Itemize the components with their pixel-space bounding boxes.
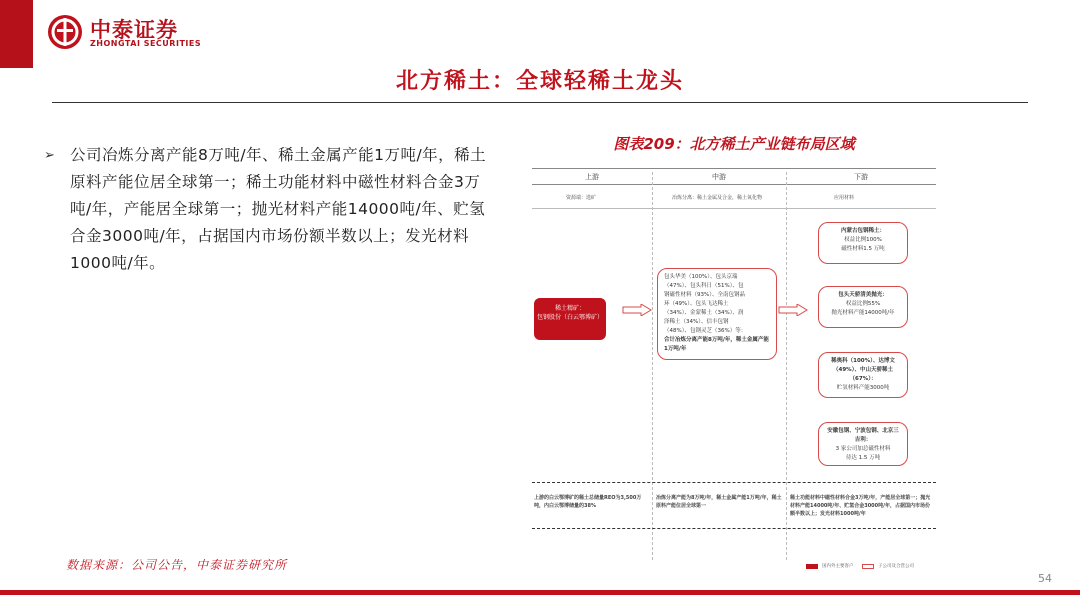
figure-top-rule bbox=[532, 168, 936, 169]
downstream-box-line: 待达 1.5 万吨 bbox=[845, 455, 881, 461]
stage-downstream: 下游 bbox=[854, 173, 868, 181]
figure-head-rule bbox=[532, 184, 936, 185]
column-divider-1 bbox=[652, 172, 654, 560]
upstream-box-line-1: 稀土精矿： bbox=[554, 305, 585, 312]
column-divider-2 bbox=[786, 172, 788, 560]
bullet-arrow-icon: ➢ bbox=[44, 148, 55, 163]
mid-box-line: （34%）、金蒙稀土（34%）、润 bbox=[664, 310, 744, 316]
mid-box-line: 钢磁性材料（93%）、全南包钢晶 bbox=[664, 292, 745, 298]
downstream-box-magnetic bbox=[818, 222, 908, 264]
figure-title: 图表209：北方稀土产业链布局区域 bbox=[613, 135, 855, 153]
summary-top-rule bbox=[532, 482, 936, 483]
upstream-box-line-2: 包钢股份（白云鄂博矿） bbox=[536, 314, 603, 321]
downstream-box-hydrogen bbox=[818, 352, 908, 398]
downstream-box-line: 权益比例100% bbox=[844, 237, 882, 243]
row-label-downstream: 应用材料 bbox=[834, 195, 855, 201]
title-divider bbox=[52, 102, 1028, 103]
logo-text-en: ZHONGTAI SECURITIES bbox=[90, 39, 202, 48]
company-logo-icon bbox=[48, 15, 82, 49]
downstream-box-polishing bbox=[818, 286, 908, 328]
summary-upstream: 上游的白云鄂博矿的稀土总储量REO为3,500万吨，内白云鄂博储量的38% bbox=[534, 495, 642, 509]
midstream-smelting-box bbox=[657, 268, 777, 360]
mid-box-line: （47%）、包头科日（51%）、包 bbox=[664, 283, 744, 289]
arrow-right-icon bbox=[622, 304, 652, 316]
body-paragraph: 公司冶炼分离产能8万吨/年、稀土金属产能1万吨/年，稀土原料产能位居全球第一；稀土功能材料中磁性材料合金3万吨/年，产能居全球第一；抛光材料产能14000吨/年、贮氢合金3000吨/年，占据国内市场份额半数以上；发光材料1000吨/年。 bbox=[70, 146, 487, 272]
row-label-upstream: 资源端：选矿 bbox=[566, 195, 597, 201]
footer-accent-bar bbox=[0, 590, 1080, 595]
mid-box-line: 泽稀土（34%）、信丰包钢 bbox=[664, 319, 729, 325]
mid-box-total: 合计冶炼分离产能8万吨/年，稀土金属产能1万吨/年 bbox=[664, 337, 769, 352]
downstream-box-heading: 安徽包钢、宁波包钢、北京三吉利： bbox=[827, 428, 899, 443]
summary-bottom-rule bbox=[532, 528, 936, 529]
downstream-box-line: 抛光材料产能14000吨/年 bbox=[831, 310, 895, 316]
stage-midstream: 中游 bbox=[712, 173, 726, 181]
downstream-box-heading: 内蒙古包钢稀土： bbox=[840, 228, 885, 234]
mid-box-line: （48%）、包钢灵芝（36%）等： bbox=[664, 328, 747, 334]
arrow-right-icon bbox=[778, 304, 808, 316]
downstream-box-heading: 稀奥科（100%）、达博文（49%）、中山天骄稀土（67%）： bbox=[831, 358, 895, 382]
downstream-box-other bbox=[818, 422, 908, 466]
summary-downstream: 稀土功能材料中磁性材料合金3万吨/年，产能居全球第一；抛光材料产能14000吨/年、贮氢合金3000吨/年，占据国内市场份额半数以上；发光材料1000吨/年 bbox=[790, 495, 931, 517]
downstream-box-line: 贮氢材料产能3000吨 bbox=[836, 385, 890, 391]
header-accent-bar bbox=[0, 0, 33, 68]
mid-box-line: 环（49%）、包头飞达稀土 bbox=[664, 301, 729, 307]
summary-midstream: 冶炼分离产能为8万吨/年，稀土金属产能1万吨/年，稀土原料产能位居全球第一 bbox=[656, 495, 782, 509]
downstream-box-line: 磁性材料1.5 万吨 bbox=[841, 246, 885, 252]
stage-upstream: 上游 bbox=[585, 173, 599, 181]
row-label-midstream: 冶炼分离：稀土金属及合金，稀土氧化物 bbox=[672, 195, 763, 201]
upstream-mine-box bbox=[534, 298, 606, 340]
mid-box-line: 包头华美（100%）、包头京瑞 bbox=[664, 274, 738, 280]
logo-text-cn: 中泰证券 bbox=[90, 18, 178, 42]
legend-swatch-filled bbox=[806, 564, 818, 569]
page-title: 北方稀土：全球轻稀土龙头 bbox=[395, 69, 684, 94]
downstream-box-line: 3 家公司加总磁性材料 bbox=[835, 446, 891, 452]
legend-label-subsidiaries: 子公司及合营公司 bbox=[878, 564, 914, 569]
legend-label-customers: 国内外主要客户 bbox=[822, 564, 854, 569]
legend-swatch-outline bbox=[862, 564, 874, 569]
figure-row-rule bbox=[532, 208, 936, 209]
page-number: 54 bbox=[1038, 572, 1052, 585]
downstream-box-heading: 包头天骄清美抛光： bbox=[838, 292, 888, 298]
data-source-note: 数据来源：公司公告，中泰证券研究所 bbox=[66, 558, 288, 572]
downstream-box-line: 权益比例55% bbox=[845, 301, 881, 307]
